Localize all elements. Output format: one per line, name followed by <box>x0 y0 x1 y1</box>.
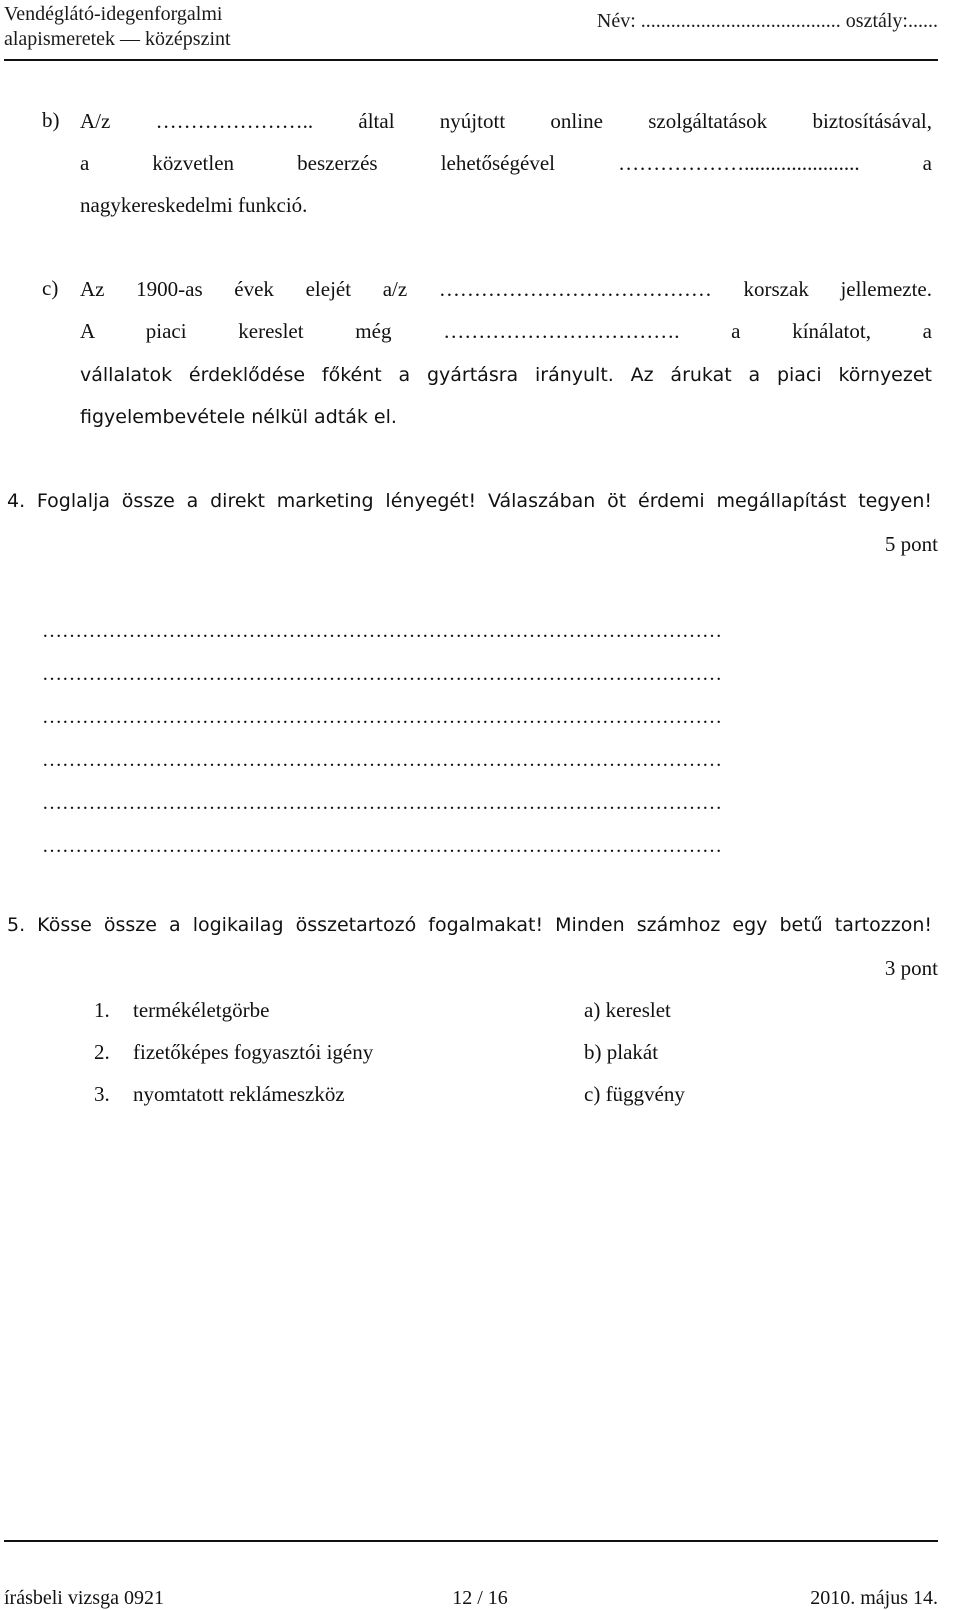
section-c-line3: vállalatok érdeklődése főként a gyártásra irányult. Az árukat a piaci környezet <box>80 364 932 386</box>
task5-question: 5. Kösse össze a logikailag összetartozó fogalmakat! Minden számhoz egy betű tartozzon! <box>7 914 932 936</box>
task5-left-num-3: 3. <box>94 1082 110 1106</box>
task5-left-text-2: fizetőképes fogyasztói igény <box>133 1040 374 1064</box>
footer-page-number: 12 / 16 <box>452 1587 508 1609</box>
section-b-line2: a közvetlen beszerzés lehetőségével ………………...................... a <box>80 151 932 175</box>
header-subject-line1: Vendéglátó-idegenforgalmi <box>4 3 223 25</box>
task4-answer-line-5[interactable]: ………………………………………………………………………………………… <box>42 792 722 814</box>
task5-left-num-1: 1. <box>94 998 110 1022</box>
task5-points: 3 pont <box>884 956 938 980</box>
header-subject-line2: alapismeretek — középszint <box>4 28 231 50</box>
task4-answer-line-3[interactable]: ………………………………………………………………………………………… <box>42 706 722 728</box>
section-c-line4: figyelembevétele nélkül adták el. <box>80 406 397 428</box>
task4-question: 4. Foglalja össze a direkt marketing lényegét! Válaszában öt érdemi megállapítást tegyen! <box>7 490 932 512</box>
footer-date: 2010. május 14. <box>810 1587 938 1609</box>
task5-left-text-1: termékéletgörbe <box>133 998 270 1022</box>
section-b-line1: A/z ………………….. által nyújtott online szolgáltatások biztosításával, <box>80 109 932 133</box>
header-subject <box>4 2 231 52</box>
task4-answer-line-1[interactable]: ………………………………………………………………………………………… <box>42 620 722 642</box>
section-b-label: b) <box>42 108 60 132</box>
task5-left-num-2: 2. <box>94 1040 110 1064</box>
header-divider <box>4 59 938 61</box>
section-c-label: c) <box>42 276 59 300</box>
footer-divider <box>4 1540 938 1542</box>
section-b-line3: nagykereskedelmi funkció. <box>80 193 308 217</box>
task5-right-item-c: c) függvény <box>584 1082 685 1106</box>
task4-answer-line-2[interactable]: ………………………………………………………………………………………… <box>42 663 722 685</box>
footer-exam-code: írásbeli vizsga 0921 <box>4 1587 164 1609</box>
task4-points: 5 pont <box>884 532 938 556</box>
task5-right-item-b: b) plakát <box>584 1040 659 1064</box>
task5-left-text-3: nyomtatott reklámeszköz <box>133 1082 345 1106</box>
task5-right-item-a: a) kereslet <box>584 998 671 1022</box>
task4-answer-line-6[interactable]: ………………………………………………………………………………………… <box>42 835 722 857</box>
header-name-class: Név: ........................................ osztály:...... <box>596 10 938 32</box>
section-c-line1: Az 1900-as évek elejét a/z ………………………………… korszak jellemezte. <box>80 277 932 301</box>
section-c-line2: A piaci kereslet még ……………………………. a kínálatot, a <box>80 319 932 343</box>
task4-answer-line-4[interactable]: ………………………………………………………………………………………… <box>42 749 722 771</box>
